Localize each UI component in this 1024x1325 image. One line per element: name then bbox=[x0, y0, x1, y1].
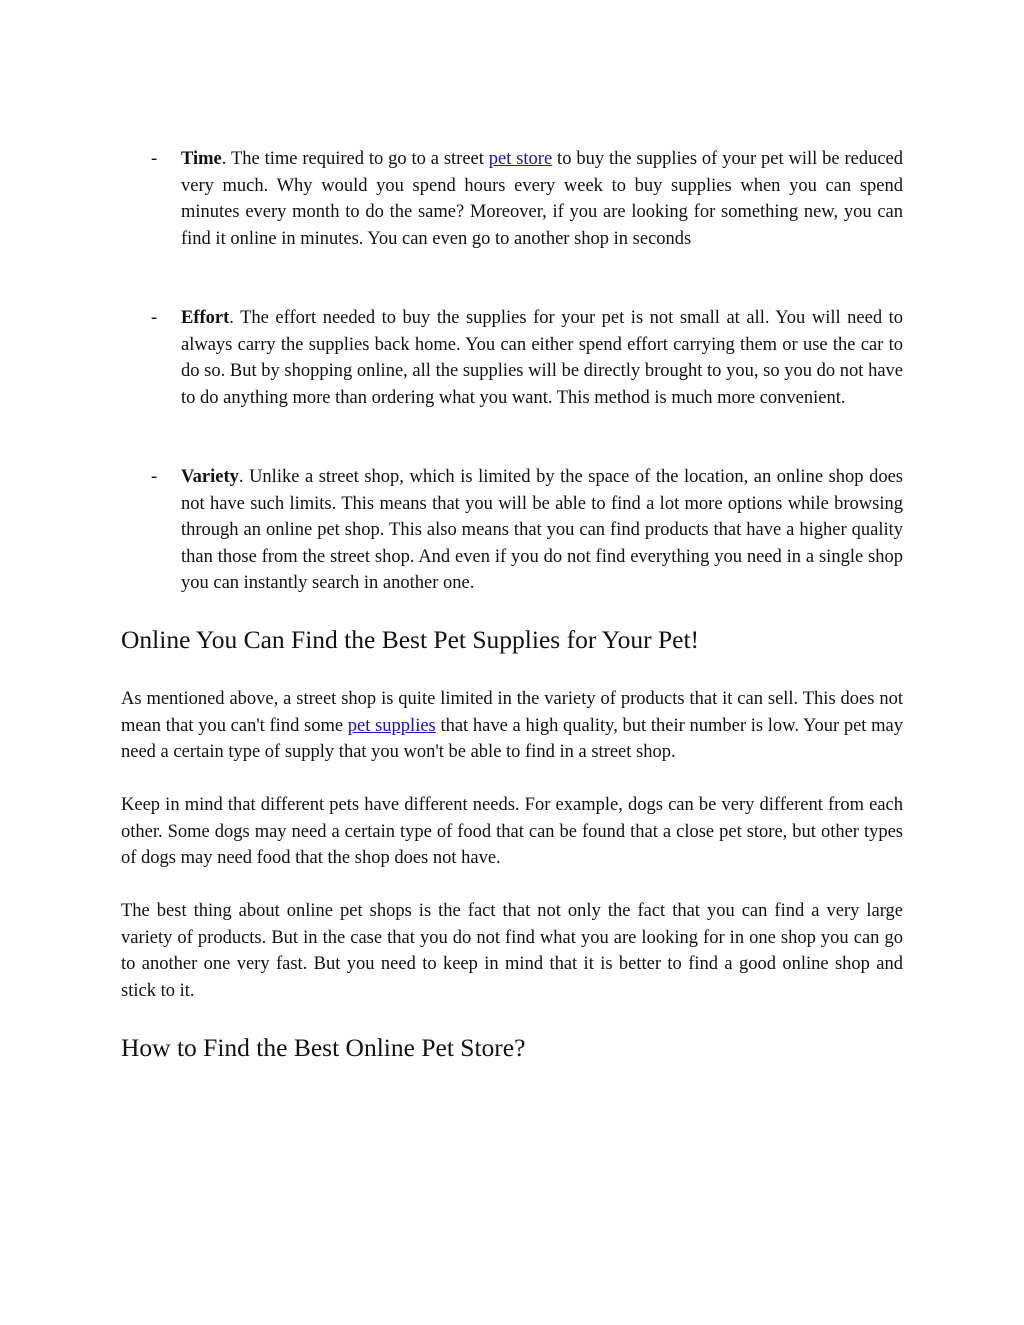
bullet-body: . Unlike a street shop, which is limited by the space of the location, an online shop does not have such limits. This means that you will be able to find a lot more options while browsing through an online pet shop. This also means that you can find products that have a higher quality than those from the street shop. And even if you do not find everything you need in a single shop you can instantly search in another one. bbox=[181, 467, 903, 593]
bullet-body: . The effort needed to buy the supplies for your pet is not small at all. You will need to always carry the supplies back home. You can either spend effort carrying them or use the car to do so. But by shopping online, all the supplies will be directly brought to you, so you do not have to do anything more than ordering what you want. This method is much more convenient. bbox=[181, 308, 903, 408]
section-heading-best-supplies: Online You Can Find the Best Pet Supplies for Your Pet! bbox=[121, 625, 700, 654]
bullet-term: Effort bbox=[181, 308, 230, 328]
bullet-variety bbox=[121, 464, 903, 597]
paragraph-best-thing: The best thing about online pet shops is the fact that not only the fact that you can find a very large variety of products. But in the case that you do not find what you are looking for in one shop you can go to another one very fast. But you need to keep in mind that it is better to find a good online shop and stick to it. bbox=[121, 901, 903, 1001]
pet-supplies-link[interactable]: pet supplies bbox=[347, 715, 436, 736]
paragraph-street-shop bbox=[121, 686, 903, 766]
bullet-term: Variety bbox=[181, 467, 239, 487]
bullet-dash: - bbox=[151, 149, 158, 169]
pet-store-link[interactable]: pet store bbox=[488, 149, 553, 169]
bullet-term: Time bbox=[181, 149, 222, 169]
bullet-text bbox=[181, 305, 903, 411]
bullet-time bbox=[121, 146, 903, 252]
bullet-text bbox=[181, 146, 903, 252]
paragraph-text: As mentioned above, a street shop is quite limited in the variety of products that it can sell. This does not mean that you can't find some bbox=[121, 689, 903, 736]
paragraph-text: that have a high quality, but their number is low. Your pet may need a certain type of supply that you won't be able to find in a street shop. bbox=[121, 715, 903, 762]
section-heading-find-store: How to Find the Best Online Pet Store? bbox=[121, 1033, 526, 1062]
bullet-effort bbox=[121, 305, 903, 411]
bullet-body: to buy the supplies of your pet will be reduced very much. Why would you spend hours every week to buy supplies when you can spend minutes every month to do the same? Moreover, if you are looking for something new, you can find it online in minutes. You can even go to another shop in seconds bbox=[181, 149, 903, 249]
paragraph-different-needs: Keep in mind that different pets have different needs. For example, dogs can be very different from each other. Some dogs may need a certain type of food that can be found that a close pet store, but other types of dogs may need food that the shop does not have. bbox=[121, 795, 903, 868]
bullet-dash: - bbox=[151, 467, 158, 487]
bullet-dash: - bbox=[151, 308, 158, 328]
bullet-body: . The time required to go to a street bbox=[221, 149, 489, 169]
bullet-text bbox=[181, 464, 903, 597]
